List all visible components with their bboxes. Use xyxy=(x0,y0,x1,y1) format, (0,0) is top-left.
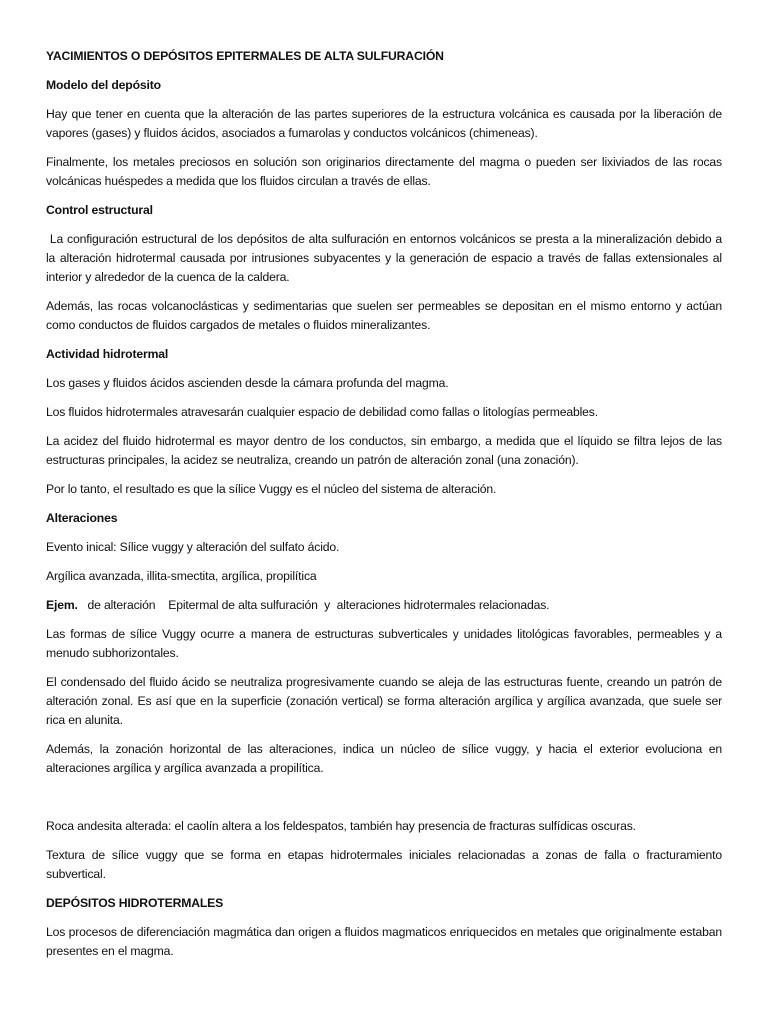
paragraph: Evento inical: Sílice vuggy y alteración del sulfato ácido. xyxy=(46,540,340,554)
heading-control: Control estructural xyxy=(46,203,153,217)
heading-actividad: Actividad hidrotermal xyxy=(46,347,169,361)
paragraph: Hay que tener en cuenta que la alteración de las partes superiores de la estructura volcánica es causada por la liberación de vapores (gases) y fluidos ácidos, asociados a fumarolas y conductos volcánicos (chimeneas). xyxy=(46,107,722,140)
paragraph: Textura de sílice vuggy que se forma en etapas hidrotermales iniciales relacionadas a zonas de falla o fracturamiento subvertical. xyxy=(46,848,722,881)
paragraph: Argílica avanzada, illita-smectita, argílica, propilítica xyxy=(46,569,317,583)
document-title: YACIMIENTOS O DEPÓSITOS EPITERMALES DE ALTA SULFURACIÓN xyxy=(46,49,444,63)
paragraph: La configuración estructural de los depósitos de alta sulfuración en entornos volcánicos se presta a la mineralización debido a la alteración hidrotermal causada por intrusiones subyacentes y la generación de espacio a través de fallas extensionales al interior y alrededor de la cuenca de la caldera. xyxy=(46,232,726,284)
paragraph: Roca andesita alterada: el caolín altera a los feldespatos, también hay presencia de fracturas sulfídicas oscuras. xyxy=(46,819,636,833)
blank-spacer xyxy=(46,788,722,817)
heading-depositos: DEPÓSITOS HIDROTERMALES xyxy=(46,896,224,910)
paragraph: Los fluidos hidrotermales atravesarán cualquier espacio de debilidad como fallas o litologías permeables. xyxy=(46,405,598,419)
paragraph: Los gases y fluidos ácidos ascienden desde la cámara profunda del magma. xyxy=(46,376,449,390)
paragraph: Por lo tanto, el resultado es que la sílice Vuggy es el núcleo del sistema de alteración. xyxy=(46,482,497,496)
paragraph: Además, la zonación horizontal de las alteraciones, indica un núcleo de sílice vuggy, y hacia el exterior evoluciona en alteraciones argílica y argílica avanzada a propilítica. xyxy=(46,742,722,775)
example-label: Ejem. xyxy=(46,598,78,612)
paragraph: La acidez del fluido hidrotermal es mayor dentro de los conductos, sin embargo, a medida que el líquido se filtra lejos de las estructuras principales, la acidez se neutraliza, creando un patrón de alteración zonal (una zonación). xyxy=(46,434,722,467)
example-text: de alteración Epitermal de alta sulfuración y alteraciones hidrotermales relacionadas. xyxy=(77,598,550,612)
paragraph: El condensado del fluido ácido se neutraliza progresivamente cuando se aleja de las estructuras fuente, creando un patrón de alteración zonal. Es así que en la superficie (zonación vertical) se forma alteración argílica y argílica avanzada, que suele ser rica en alunita. xyxy=(46,675,722,727)
paragraph: Además, las rocas volcanoclásticas y sedimentarias que suelen ser permeables se depositan en el mismo entorno y actúan como conductos de fluidos cargados de metales o fluidos mineralizantes. xyxy=(46,299,722,332)
paragraph: Los procesos de diferenciación magmática dan origen a fluidos magmaticos enriquecidos en metales que originalmente estaban presentes en el magma. xyxy=(46,925,722,958)
paragraph: Finalmente, los metales preciosos en solución son originarios directamente del magma o pueden ser lixiviados de las rocas volcánicas huéspedes a medida que los fluidos circulan a través de ellas. xyxy=(46,155,722,188)
heading-modelo: Modelo del depósito xyxy=(46,78,161,92)
paragraph xyxy=(46,596,722,615)
paragraph: Las formas de sílice Vuggy ocurre a manera de estructuras subverticales y unidades litológicas favorables, permeables y a menudo subhorizontales. xyxy=(46,627,722,660)
heading-alteraciones: Alteraciones xyxy=(46,511,118,525)
document-page xyxy=(46,47,726,971)
